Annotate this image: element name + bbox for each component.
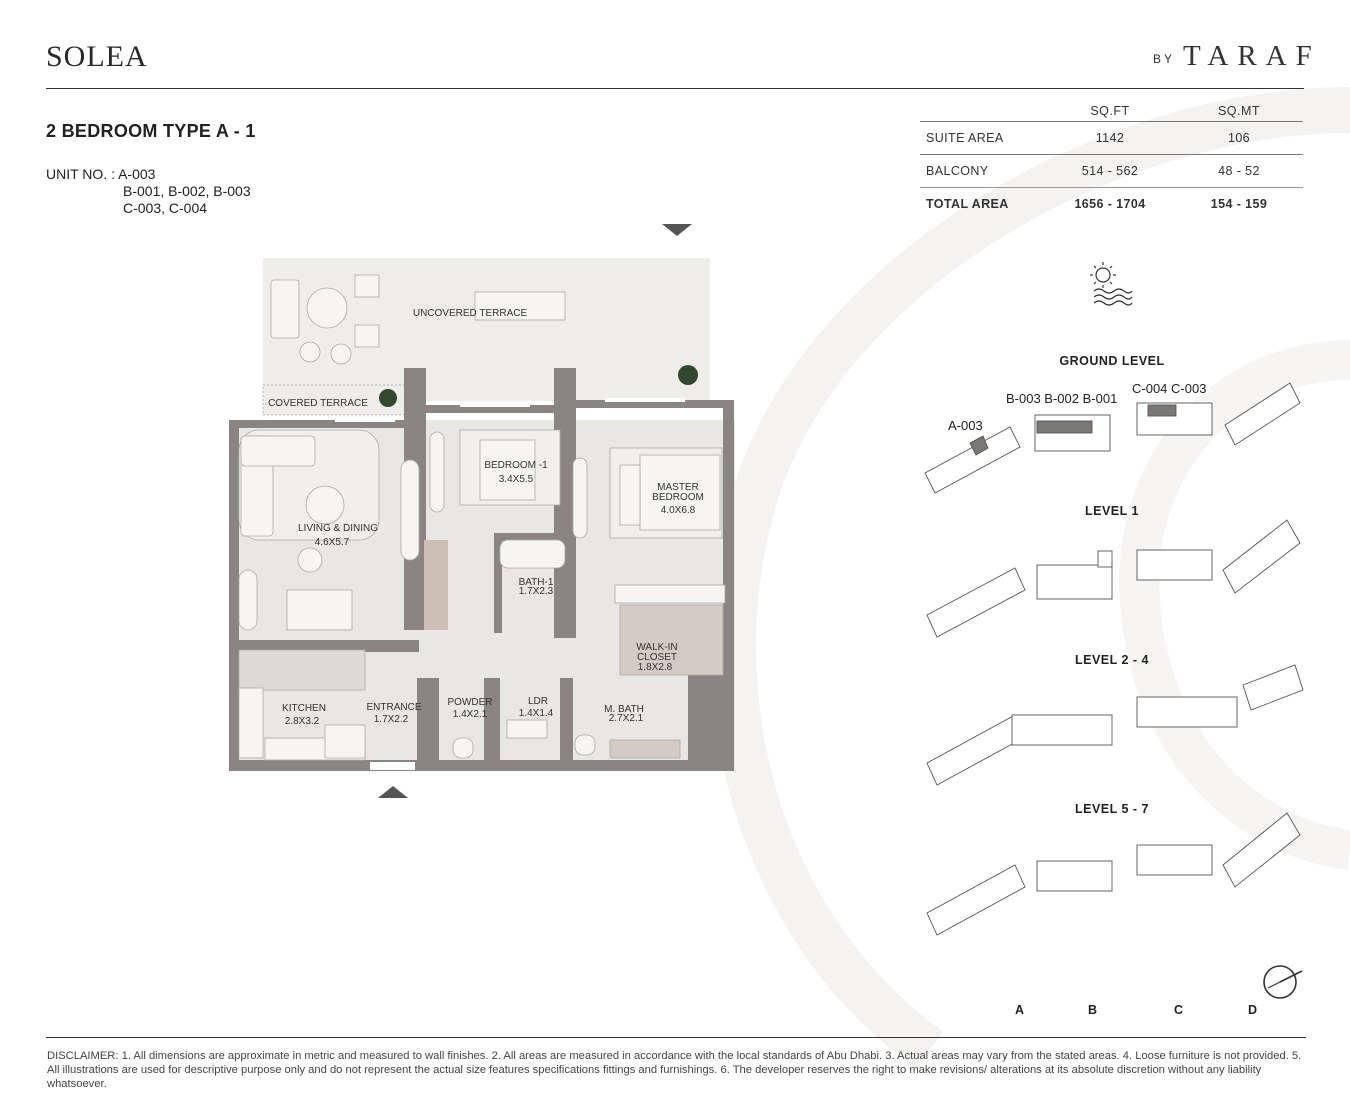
unit-no-line-1: A-003 <box>118 166 156 182</box>
taraf-logo: TARAF <box>1183 40 1321 72</box>
key-plan-level-1 <box>927 520 1300 637</box>
building-label-b: B <box>1088 1003 1098 1017</box>
closet-shelf <box>615 585 725 603</box>
room-name-ldr: LDR <box>527 696 549 707</box>
terrace-chair <box>355 275 379 297</box>
window-bed1 <box>460 403 530 407</box>
window-living <box>335 418 395 422</box>
room-name-walk-in-line-1: WALK-IN <box>636 642 678 653</box>
terrace-sofa <box>271 280 299 338</box>
level-label-2-4: LEVEL 2 - 4 <box>1074 653 1150 667</box>
area-row-sqft: 1142 <box>1045 122 1175 155</box>
sea-view-sun-icon <box>1088 260 1134 312</box>
room-name-walk-in-line-2: CLOSET <box>636 652 678 663</box>
area-row-total <box>920 188 1303 221</box>
area-row-sqmt: 106 <box>1175 122 1303 155</box>
view-direction-arrow-top <box>660 222 694 238</box>
footer-divider <box>46 1037 1306 1038</box>
room-name-living-dining: LIVING & DINING <box>297 523 379 534</box>
master-bench <box>620 465 640 525</box>
room-size-ldr: 1.4X1.4 <box>518 708 554 719</box>
palm-plant-icon <box>678 365 698 385</box>
bathtub <box>500 540 565 568</box>
north-compass-icon <box>1260 962 1306 1002</box>
area-table-header-sqmt: SQ.MT <box>1217 104 1261 118</box>
wall-bottom <box>229 760 734 771</box>
bed1-wardrobe <box>424 540 448 630</box>
room-name-kitchen: KITCHEN <box>282 703 326 714</box>
room-size-bath-1: 1.7X2.3 <box>518 586 554 597</box>
palm-plant-icon <box>379 389 397 407</box>
area-row-sqmt: 154 - 159 <box>1175 188 1303 221</box>
key-plan-level-5-7 <box>927 813 1300 935</box>
wall-entrance-right <box>417 678 439 763</box>
area-row-sqft: 1656 - 1704 <box>1045 188 1175 221</box>
kitchen-island <box>239 650 365 690</box>
disclaimer-text: DISCLAIMER: 1. All dimensions are approximate in metric and measured to wall finishes. 2. All areas are measured in accordance with the local standards of Abu Dhabi. 3. Actual areas may vary from the stated areas. 4. Loose furniture is not provided. 5. All illustrations are used for descriptive purpose only and do not represent the actual size features specifications fittings and furnishings. 6. The developer reserves the right to make revisions/ alterations at its absolute discretion without any liability whatsoever. <box>47 1050 1302 1090</box>
terrace-stool <box>300 342 320 362</box>
level-label-ground: GROUND LEVEL <box>1059 354 1165 368</box>
area-table-bottom-rule <box>920 187 1303 188</box>
area-row-label: BALCONY <box>920 155 1045 188</box>
room-size-m-bath: 2.7X2.1 <box>608 713 644 724</box>
area-row-label: SUITE AREA <box>920 122 1045 155</box>
terrace-stool <box>331 344 351 364</box>
room-name-bath-1: BATH-1 <box>518 577 554 588</box>
dining-table <box>287 590 352 630</box>
area-row-label: TOTAL AREA <box>920 188 1045 221</box>
terrace-table <box>307 288 347 328</box>
ldr-unit <box>507 720 547 738</box>
building-label-d: D <box>1248 1003 1258 1017</box>
unit-no-line-2: B-001, B-002, B-003 <box>123 183 251 199</box>
key-plan <box>915 365 1315 965</box>
window-master <box>605 398 685 402</box>
ground-unit-label-a: A-003 <box>948 418 983 433</box>
wall-powder-right <box>484 678 500 763</box>
wall-mbath-right <box>688 675 723 765</box>
coffee-table <box>306 486 344 524</box>
header-divider <box>46 88 1304 89</box>
room-name-master-line-2: BEDROOM <box>652 492 704 503</box>
sideboard <box>239 570 257 630</box>
fridge <box>325 725 365 758</box>
level-label-5-7: LEVEL 5 - 7 <box>1074 802 1150 816</box>
ground-unit-label-b: B-003 B-002 B-001 <box>1006 391 1118 406</box>
room-size-living-dining: 4.6X5.7 <box>314 537 350 548</box>
building-label-a: A <box>1015 1003 1025 1017</box>
mbath-toilet <box>575 735 595 755</box>
area-row-sqft: 514 - 562 <box>1045 155 1175 188</box>
key-plan-level-2-4 <box>927 665 1303 785</box>
room-size-master: 4.0X6.8 <box>660 505 696 516</box>
unit-no-line-3: C-003, C-004 <box>123 200 208 216</box>
master-console <box>573 458 587 538</box>
mbath-vanity <box>610 740 680 758</box>
room-size-powder: 1.4X2.1 <box>452 709 488 720</box>
entrance-door-gap <box>370 762 415 770</box>
area-table-header-blank <box>920 101 1045 122</box>
entrance-arrow-bottom <box>376 784 410 800</box>
building-label-c: C <box>1174 1003 1184 1017</box>
area-table-header-sqft: SQ.FT <box>1090 104 1130 118</box>
ground-unit-label-c: C-004 C-003 <box>1132 381 1207 396</box>
room-name-m-bath: M. BATH <box>604 704 644 715</box>
unit-numbers <box>46 166 251 217</box>
solea-logo: SOLEA <box>46 40 148 73</box>
wall-left <box>229 420 239 770</box>
bed1-console <box>430 432 444 512</box>
area-row-suite <box>920 122 1303 155</box>
wall-ldr-right <box>560 678 573 763</box>
armchair <box>298 548 322 572</box>
terrace-chair <box>355 325 379 347</box>
room-name-powder: POWDER <box>447 697 493 708</box>
powder-toilet <box>453 738 473 758</box>
area-table-header <box>920 101 1303 122</box>
unit-no-label: UNIT NO. : <box>46 166 115 182</box>
room-name-master-line-1: MASTER <box>657 482 699 493</box>
room-size-entrance: 1.7X2.2 <box>373 714 409 725</box>
console-living <box>401 460 419 560</box>
level-label-1: LEVEL 1 <box>1085 504 1139 518</box>
unit-type-title: 2 BEDROOM TYPE A - 1 <box>46 121 256 141</box>
by-text: BY <box>1153 52 1176 66</box>
sofa-seat-top <box>241 436 315 466</box>
area-row-sqmt: 48 - 52 <box>1175 155 1303 188</box>
room-size-bedroom-1: 3.4X5.5 <box>498 474 534 485</box>
room-size-kitchen: 2.8X3.2 <box>284 716 320 727</box>
room-name-entrance: ENTRANCE <box>366 702 422 713</box>
area-row-balcony <box>920 155 1303 188</box>
area-table <box>920 101 1303 220</box>
floor-plan <box>225 250 740 780</box>
room-size-walk-in: 1.8X2.8 <box>637 662 673 673</box>
room-name-covered-terrace: COVERED TERRACE <box>268 398 368 409</box>
room-name-uncovered-terrace: UNCOVERED TERRACE <box>412 308 528 319</box>
uncovered-terrace-area <box>263 258 710 401</box>
room-name-bedroom-1: BEDROOM -1 <box>484 460 548 471</box>
kitchen-counter-left <box>239 688 263 758</box>
key-plan-ground <box>925 383 1300 493</box>
